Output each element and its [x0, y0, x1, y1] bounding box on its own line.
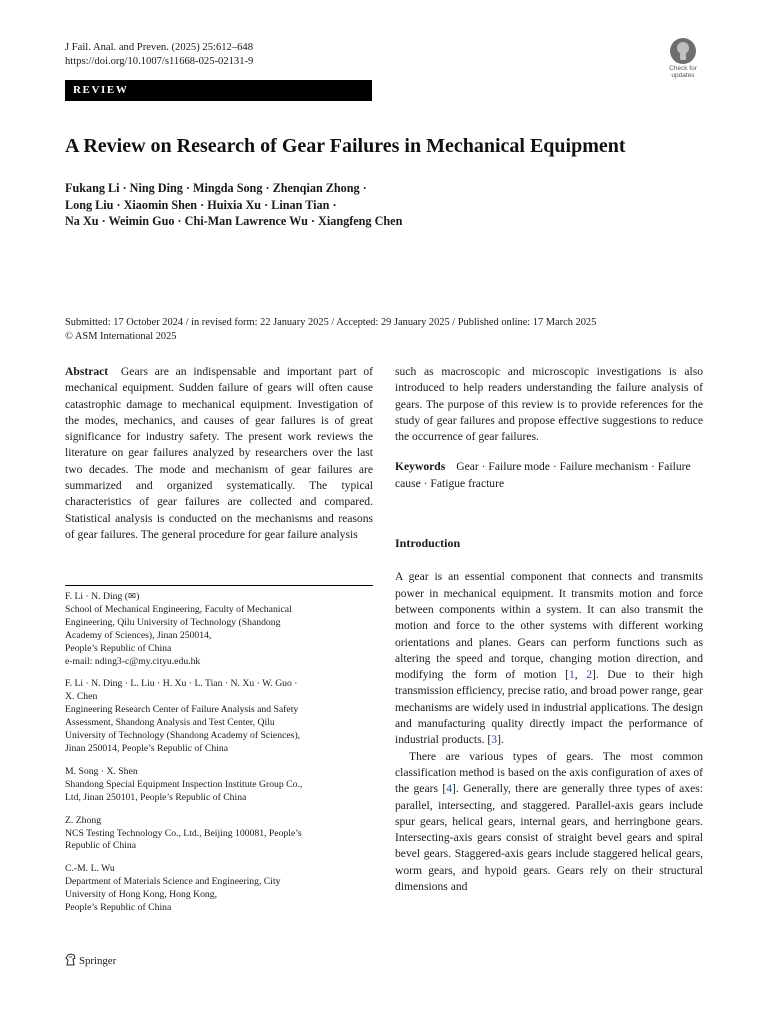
keywords-label: Keywords	[395, 460, 446, 474]
right-column	[395, 364, 703, 895]
affiliation-authors: M. Song · X. Shen	[65, 765, 138, 777]
publication-dates	[65, 316, 596, 343]
publisher-name: Springer	[79, 955, 117, 967]
doi-link[interactable]: https://doi.org/10.1007/s11668-025-02131-9	[65, 56, 254, 67]
affiliation-line: Department of Materials Science and Engineering, City	[65, 876, 281, 888]
keywords-list: Gear · Failure mode · Failure mechanism · Failure cause · Fatigue fracture	[395, 460, 691, 490]
keywords	[395, 459, 703, 492]
footnote-divider	[65, 585, 373, 586]
copyright-line: © ASM International 2025	[65, 330, 177, 342]
affiliation-line: Shandong Special Equipment Inspection Institute Group Co.,	[65, 778, 303, 790]
citation-link[interactable]: 2	[586, 668, 592, 682]
affiliation-authors: F. Li · N. Ding (✉)	[65, 591, 140, 602]
author-line: Na Xu · Weimin Guo · Chi-Man Lawrence Wu · Xiangfeng Chen	[65, 214, 403, 229]
affiliation-line: NCS Testing Technology Co., Ltd., Beijing 100081, People’s	[65, 827, 302, 839]
abstract	[65, 364, 373, 543]
affiliation-block	[65, 678, 373, 755]
intro-paragraph: A gear is an essential component that connects and transmits power in mechanical equipment. It transmits motion and force between components within a system. It can also transmit the motion and force to the other systems with different working orientations and planes. Gears can perform functions such as altering the speed and torque, changing motion direction, and modifying the form of motion [1, 2]. Due to their high transmission efficiency, precise ratio, and broad power range, gear mechanisms are widely used in industrial applications. The design and manufacturing quality directly impact the performance of industrial products. [3].	[395, 570, 704, 747]
abstract-label: Abstract	[65, 365, 109, 378]
affiliation-line: School of Mechanical Engineering, Faculty of Mechanical	[65, 603, 292, 615]
affiliations	[65, 591, 373, 925]
affiliation-line: Engineering Research Center of Failure Analysis and Safety	[65, 704, 299, 716]
journal-header	[65, 41, 253, 69]
affiliation-line: Engineering, Qilu University of Technology (Shandong	[65, 616, 281, 628]
author-line: Fukang Li · Ning Ding · Mingda Song · Zhenqian Zhong ·	[65, 181, 367, 195]
affiliation-line: Ltd, Jinan 250101, People’s Republic of China	[65, 791, 247, 803]
affiliation-line: Republic of China	[65, 840, 137, 852]
springer-horse-icon	[65, 953, 76, 966]
section-heading-introduction: Introduction	[395, 536, 461, 551]
affiliation-line: Academy of Sciences), Jinan 250014,	[65, 629, 212, 641]
crossmark-icon	[670, 38, 696, 64]
author-list	[65, 180, 402, 230]
affiliation-authors: F. Li · N. Ding · L. Liu · H. Xu · L. Tian · N. Xu · W. Guo ·	[65, 678, 298, 690]
article-type-banner: REVIEW	[65, 80, 372, 101]
left-column	[65, 364, 373, 543]
affiliation-authors: C.-M. L. Wu	[65, 863, 115, 875]
affiliation-line: People’s Republic of China	[65, 902, 172, 914]
affiliation-block	[65, 591, 373, 668]
intro-paragraph: There are various types of gears. The most common classification method is based on the axis configuration of axes of the gears [4]. Generally, there are generally three types of axes: parallel, intersecting, and staggered. Parallel-axis gears include spur gears, helical gears, internal gears, and herringbone gears. Intersecting-axis gears consist of straight bevel gears and spiral bevel gears. Staggered-axis gears include staggered helical gears, worm gears, and hypoid gears. Gears rely on their structural dimensions and	[395, 749, 703, 894]
crossmark-label: Check for updates	[669, 65, 697, 79]
affiliation-block	[65, 863, 373, 915]
affiliation-line: University of Hong Kong, Hong Kong,	[65, 889, 218, 901]
article-title: A Review on Research of Gear Failures in Mechanical Equipment	[65, 135, 626, 157]
abstract-continued: such as macroscopic and microscopic investigations is also introduced to help readers understanding the failure analysis of gears. The purpose of this review is to provide references for the study of gear failures and propose effective suggestions to reduce the occurrence of gear failures.	[395, 365, 703, 444]
affiliation-block	[65, 766, 373, 805]
affiliation-line: Assessment, Shandong Analysis and Test Center, Qilu	[65, 717, 275, 729]
affiliation-line: People’s Republic of China	[65, 642, 172, 654]
publisher-logo	[65, 953, 116, 968]
author-line: Long Liu · Xiaomin Shen · Huixia Xu · Linan Tian ·	[65, 197, 337, 212]
affiliation-line: Jinan 250014, People’s Republic of China	[65, 742, 229, 754]
affiliation-line: X. Chen	[65, 691, 98, 703]
email-link[interactable]: e-mail: nding3-c@my.cityu.edu.hk	[65, 655, 201, 667]
affiliation-line: University of Technology (Shandong Academy of Sciences),	[65, 730, 301, 742]
affiliation-authors: Z. Zhong	[65, 814, 102, 826]
affiliation-block	[65, 815, 373, 854]
journal-citation: J Fail. Anal. and Preven. (2025) 25:612–648	[65, 42, 254, 53]
citation-link[interactable]: 4	[446, 782, 452, 796]
history-dates: Submitted: 17 October 2024 / in revised form: 22 January 2025 / Accepted: 29 January 2025 / Published online: 17 March 2025	[65, 317, 597, 328]
check-for-updates-badge[interactable]	[664, 38, 702, 79]
citation-link[interactable]: 3	[491, 733, 498, 747]
citation-link[interactable]: 1	[568, 668, 575, 682]
abstract-text: Gears are an indispensable and important part of mechanical equipment. Sudden failure of gears will often cause catastrophic damage to mechanical equipment. Investigation of the modes, mechanics, and causes of gear failures is of great significance for industry safety. The present work reviews the literature on gear failures analyzed by researchers over the last two decades. The mode and mechanism of gear failures are summarized and organized systematically. The typical characteristics of gear failures are collected and compared. Statistical analysis is conducted on the mechanisms and reasons of gear failures. The general procedure for gear failure analysis	[65, 365, 373, 541]
